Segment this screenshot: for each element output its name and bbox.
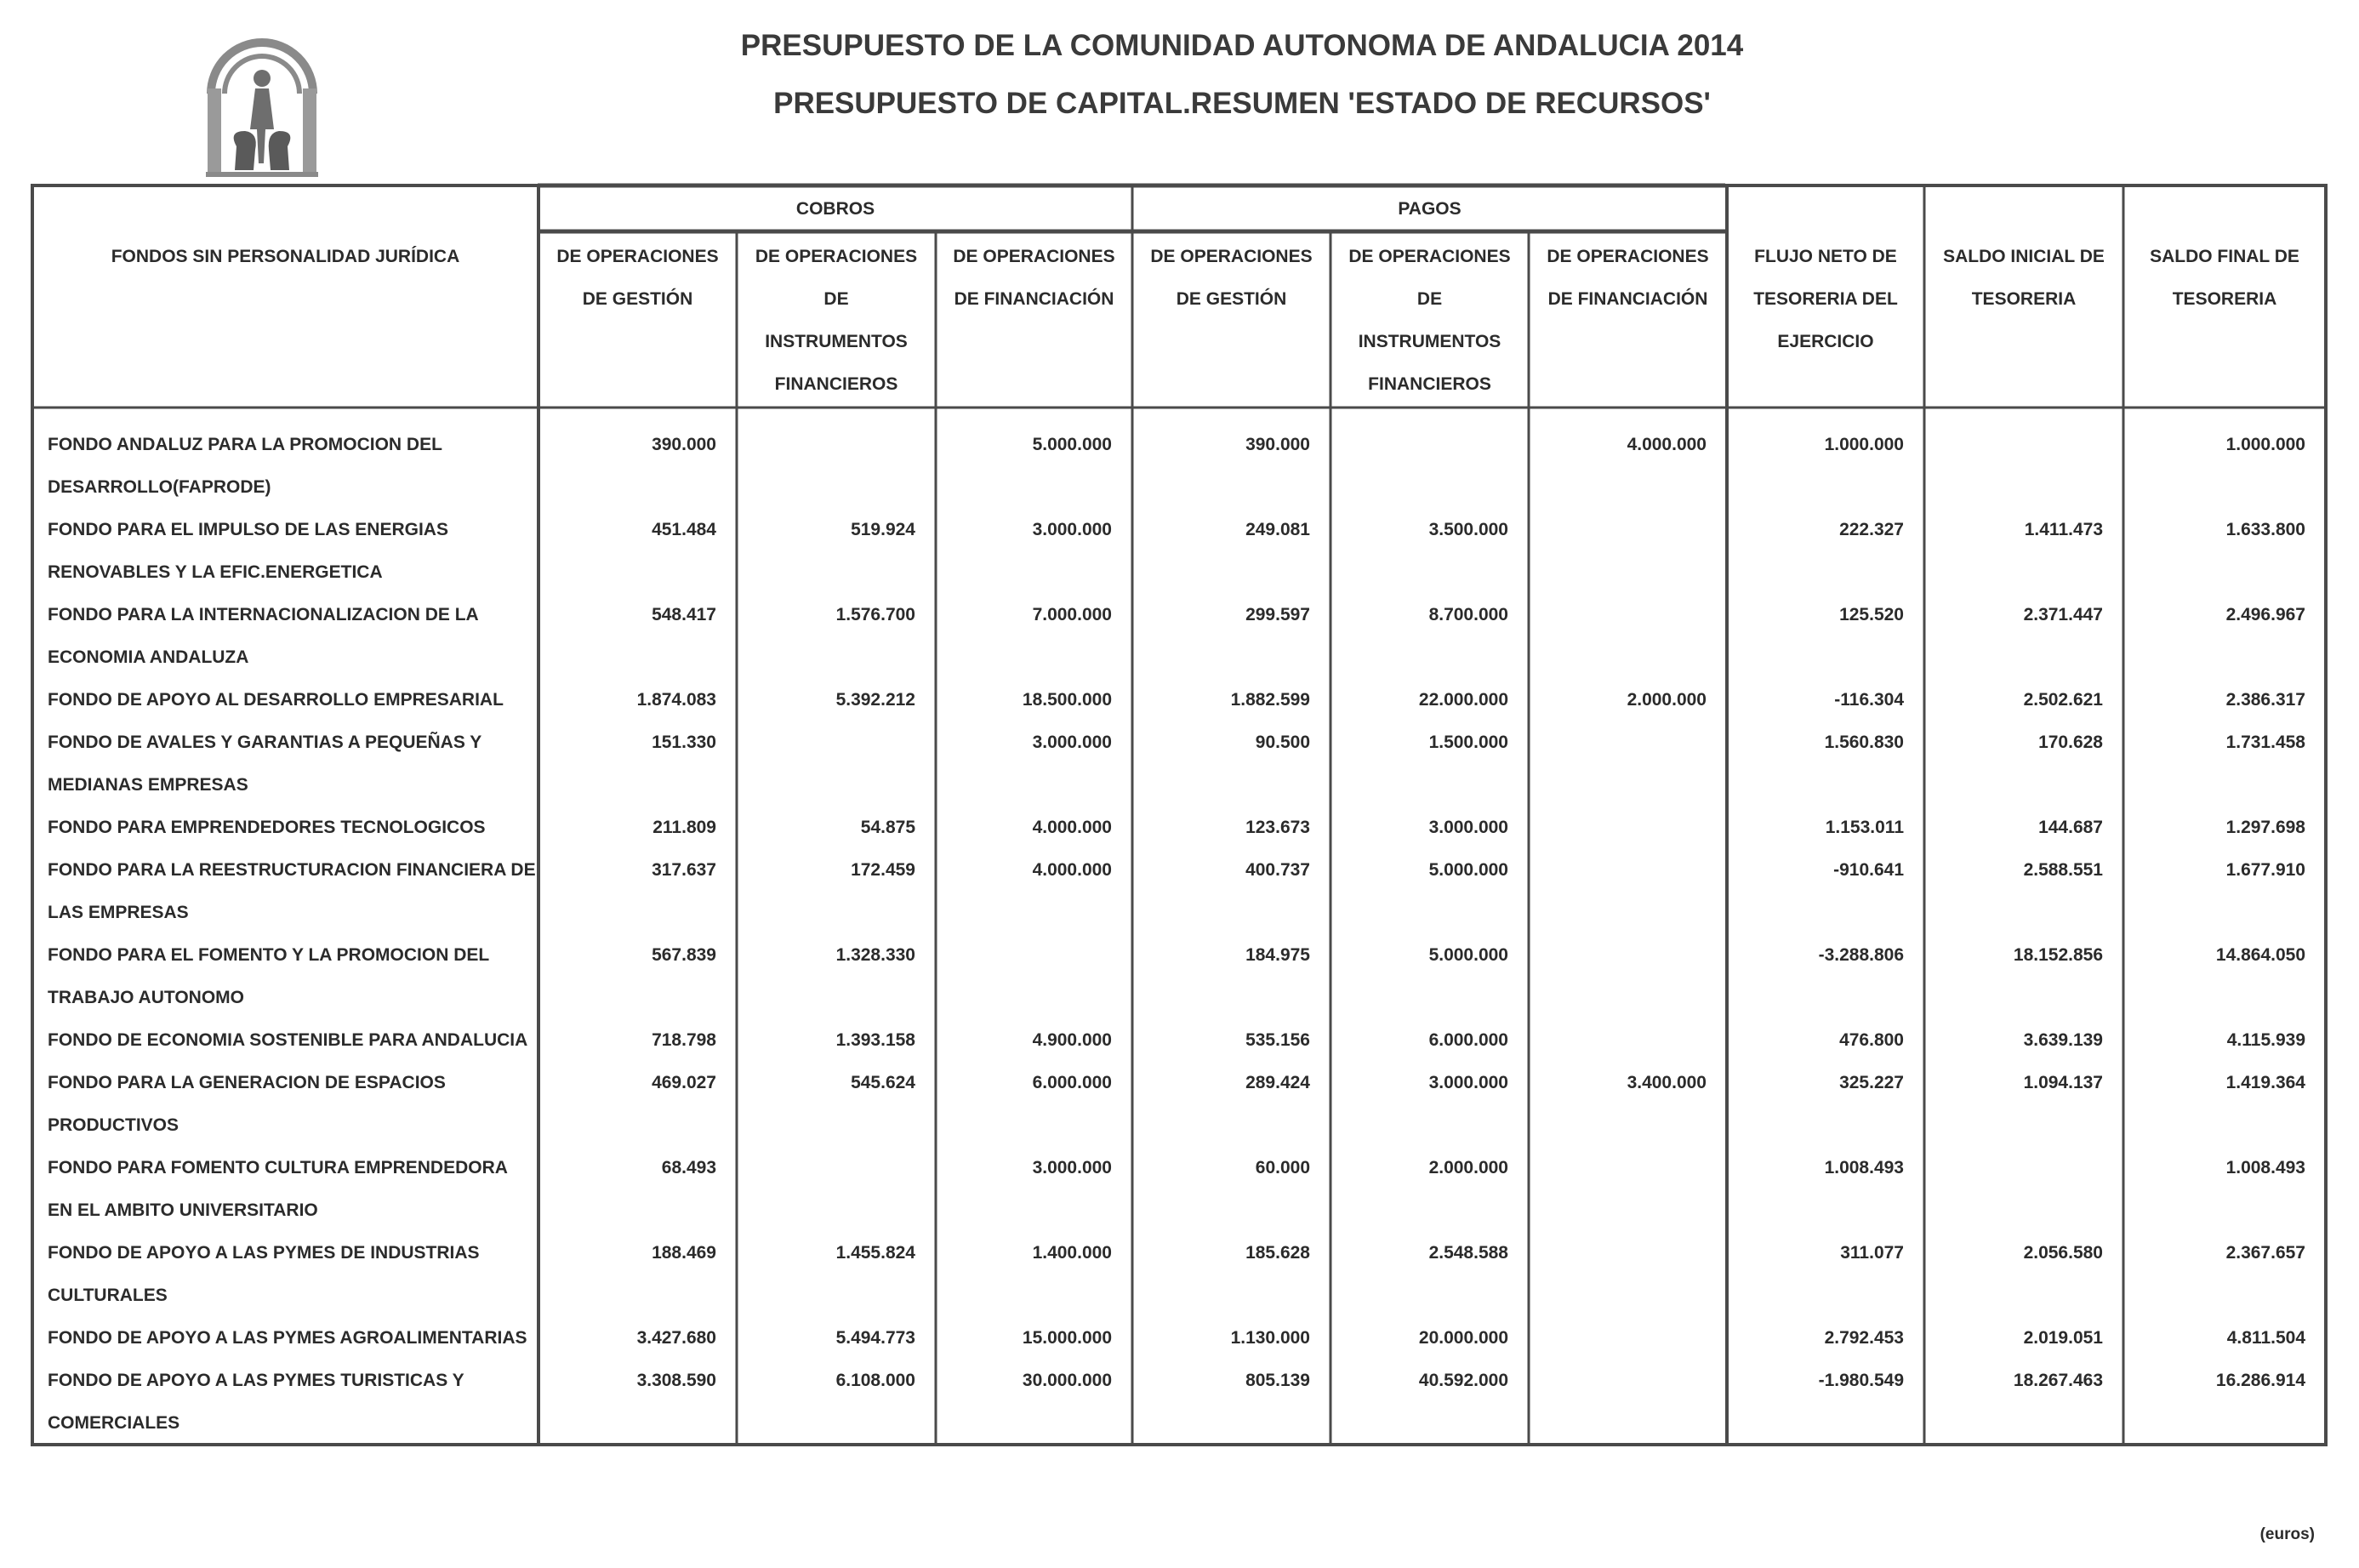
table-cell: 519.924	[851, 520, 915, 539]
table-cell: 4.000.000	[1032, 818, 1112, 837]
table-cell: 1.411.473	[2024, 520, 2103, 539]
table-cell: 3.400.000	[1627, 1073, 1707, 1092]
table-cell: 1.153.011	[1825, 818, 1904, 837]
column-header-1: DE OPERACIONES	[556, 247, 719, 266]
table-cell: 5.494.773	[835, 1328, 915, 1348]
table-cell: 1.094.137	[2023, 1073, 2103, 1092]
table-cell: 1.731.458	[2225, 733, 2305, 752]
table-cell: 1.500.000	[1428, 733, 1508, 752]
table-cell: 1.297.698	[2225, 818, 2305, 837]
table-cell: 299.597	[1245, 605, 1310, 624]
column-header-2: DE OPERACIONES	[755, 247, 918, 266]
table-cell: 3.500.000	[1428, 520, 1508, 539]
column-header-3: DE FINANCIACIÓN	[954, 289, 1114, 309]
table-cell: 22.000.000	[1418, 690, 1508, 710]
table-cell: 16.286.914	[2215, 1371, 2305, 1390]
table-cell: 249.081	[1245, 520, 1310, 539]
table-cell: 4.115.939	[2226, 1030, 2305, 1050]
table-cell: 1.393.158	[835, 1030, 915, 1050]
table-cell: 2.371.447	[2023, 605, 2103, 624]
junta-de-andalucia-logo	[202, 19, 322, 180]
table-cell: 18.152.856	[2013, 945, 2103, 965]
fund-name: MEDIANAS EMPRESAS	[48, 775, 248, 795]
column-header-5: INSTRUMENTOS	[1358, 332, 1501, 351]
table-cell: 2.367.657	[2225, 1243, 2305, 1263]
column-header-6: DE FINANCIACIÓN	[1547, 289, 1708, 309]
table-cell: 3.000.000	[1428, 818, 1508, 837]
document-subtitle: PRESUPUESTO DE CAPITAL.RESUMEN 'ESTADO DE RECURSOS'	[773, 87, 1711, 120]
table-cell: 144.687	[2038, 818, 2103, 837]
table-cell: 90.500	[1255, 733, 1310, 752]
table-cell: -1.980.549	[1818, 1371, 1904, 1390]
column-header-2: DE	[823, 289, 849, 309]
table-cell: 222.327	[1839, 520, 1904, 539]
table-cell: 3.000.000	[1032, 733, 1112, 752]
table-cell: 54.875	[860, 818, 915, 837]
table-cell: 2.548.588	[1428, 1243, 1508, 1263]
table-cell: 545.624	[851, 1073, 915, 1092]
table-cell: 317.637	[652, 860, 716, 880]
fund-name: FONDO PARA EMPRENDEDORES TECNOLOGICOS	[48, 818, 486, 837]
table-cell: 6.108.000	[835, 1371, 915, 1390]
fund-name: FONDO PARA EL IMPULSO DE LAS ENERGIAS	[48, 520, 448, 539]
column-header-9: TESORERIA	[2172, 289, 2277, 309]
fund-name: TRABAJO AUTONOMO	[48, 988, 244, 1007]
column-header-5: DE OPERACIONES	[1348, 247, 1511, 266]
table-cell: 15.000.000	[1022, 1328, 1112, 1348]
table-cell: 311.077	[1840, 1243, 1904, 1263]
table-cell: 211.809	[652, 818, 716, 837]
table-cell: 40.592.000	[1418, 1371, 1508, 1390]
fund-name: FONDO PARA EL FOMENTO Y LA PROMOCION DEL	[48, 945, 490, 965]
table-cell: 3.000.000	[1032, 520, 1112, 539]
fund-name: FONDO DE ECONOMIA SOSTENIBLE PARA ANDALUCIA	[48, 1030, 528, 1050]
column-header-2: FINANCIEROS	[774, 374, 898, 394]
table-cell: 5.000.000	[1428, 945, 1508, 965]
table-cell: 8.700.000	[1428, 605, 1508, 624]
table-cell: 5.000.000	[1032, 435, 1112, 454]
table-cell: 3.639.139	[2023, 1030, 2103, 1050]
table-cell: 469.027	[652, 1073, 716, 1092]
fund-name: COMERCIALES	[48, 1413, 180, 1433]
table-cell: 476.800	[1839, 1030, 1904, 1050]
table-cell: 1.000.000	[2225, 435, 2305, 454]
table-cell: 2.019.051	[2023, 1328, 2103, 1348]
column-header-6: DE OPERACIONES	[1547, 247, 1709, 266]
table-cell: 1.882.599	[1230, 690, 1310, 710]
fund-name: ECONOMIA ANDALUZA	[48, 647, 249, 667]
table-cell: 125.520	[1839, 605, 1904, 624]
column-header-5: DE	[1416, 289, 1443, 309]
table-cell: 3.427.680	[636, 1328, 716, 1348]
fund-name: FONDO PARA LA GENERACION DE ESPACIOS	[48, 1073, 446, 1092]
table-cell: 1.576.700	[835, 605, 915, 624]
table-cell: 1.000.000	[1824, 435, 1904, 454]
fund-name: FONDO DE APOYO AL DESARROLLO EMPRESARIAL	[48, 690, 504, 710]
table-cell: 6.000.000	[1428, 1030, 1508, 1050]
table-cell: 718.798	[652, 1030, 716, 1050]
fund-name: FONDO PARA FOMENTO CULTURA EMPRENDEDORA	[48, 1158, 508, 1177]
table-cell: 4.000.000	[1627, 435, 1707, 454]
column-header-1: DE GESTIÓN	[582, 289, 693, 309]
table-cell: 2.000.000	[1627, 690, 1707, 710]
table-cell: 1.633.800	[2225, 520, 2305, 539]
table-cell: 3.308.590	[636, 1371, 716, 1390]
table-cell: 1.874.083	[636, 690, 716, 710]
table-cell: 1.400.000	[1032, 1243, 1112, 1263]
document-title: PRESUPUESTO DE LA COMUNIDAD AUTONOMA DE ANDALUCIA 2014	[740, 29, 1744, 62]
table-cell: 2.000.000	[1428, 1158, 1508, 1177]
table-cell: 30.000.000	[1022, 1371, 1112, 1390]
table-cell: 4.900.000	[1032, 1030, 1112, 1050]
table-cell: 289.424	[1245, 1073, 1310, 1092]
table-cell: 2.588.551	[2023, 860, 2103, 880]
fund-name: FONDO ANDALUZ PARA LA PROMOCION DEL	[48, 435, 442, 454]
column-header-7: FLUJO NETO DE	[1754, 247, 1897, 266]
table-cell: 1.560.830	[1824, 733, 1904, 752]
table-cell: 535.156	[1245, 1030, 1310, 1050]
column-header-4: DE OPERACIONES	[1150, 247, 1313, 266]
table-cell: 1.130.000	[1230, 1328, 1310, 1348]
table-cell: 1.419.364	[2225, 1073, 2305, 1092]
fund-name: FONDO DE APOYO A LAS PYMES AGROALIMENTARIAS	[48, 1328, 527, 1348]
row-header-label: FONDOS SIN PERSONALIDAD JURÍDICA	[111, 247, 460, 266]
table-cell: 6.000.000	[1032, 1073, 1112, 1092]
cobros-group-header: COBROS	[795, 199, 875, 219]
column-header-8: TESORERIA	[1971, 289, 2077, 309]
column-header-4: DE GESTIÓN	[1176, 289, 1287, 309]
fund-name: FONDO DE APOYO A LAS PYMES DE INDUSTRIAS	[48, 1243, 480, 1263]
fund-name: FONDO DE AVALES Y GARANTIAS A PEQUEÑAS Y	[48, 733, 482, 752]
table-cell: 18.500.000	[1022, 690, 1112, 710]
table-cell: 151.330	[652, 733, 716, 752]
table-cell: 5.392.212	[835, 690, 915, 710]
table-cell: 1.008.493	[1824, 1158, 1904, 1177]
column-header-7: EJERCICIO	[1777, 332, 1874, 351]
pagos-group-header: PAGOS	[1398, 199, 1462, 219]
column-header-5: FINANCIEROS	[1368, 374, 1491, 394]
table-cell: 325.227	[1839, 1073, 1904, 1092]
table-cell: 567.839	[652, 945, 716, 965]
column-header-3: DE OPERACIONES	[953, 247, 1115, 266]
fund-name: RENOVABLES Y LA EFIC.ENERGETICA	[48, 562, 383, 582]
table-cell: 3.000.000	[1428, 1073, 1508, 1092]
table-cell: -910.641	[1833, 860, 1904, 880]
table-cell: 390.000	[1245, 435, 1310, 454]
table-cell: 60.000	[1255, 1158, 1310, 1177]
column-header-7: TESORERIA DEL	[1753, 289, 1898, 309]
table-cell: 400.737	[1245, 860, 1310, 880]
table-cell: 188.469	[652, 1243, 716, 1263]
table-cell: 1.677.910	[2225, 860, 2305, 880]
fund-name: DESARROLLO(FAPRODE)	[48, 477, 271, 497]
table-cell: 184.975	[1245, 945, 1310, 965]
table-cell: 68.493	[661, 1158, 716, 1177]
column-header-2: INSTRUMENTOS	[765, 332, 908, 351]
fund-name: FONDO DE APOYO A LAS PYMES TURISTICAS Y	[48, 1371, 464, 1390]
table-cell: 1.008.493	[2225, 1158, 2305, 1177]
table-cell: 4.811.504	[2226, 1328, 2305, 1348]
fund-name: PRODUCTIVOS	[48, 1115, 179, 1135]
table-cell: 2.502.621	[2023, 690, 2103, 710]
table-cell: 5.000.000	[1428, 860, 1508, 880]
table-cell: 20.000.000	[1418, 1328, 1508, 1348]
table-cell: 14.864.050	[2215, 945, 2305, 965]
column-header-9: SALDO FINAL DE	[2150, 247, 2299, 266]
table-cell: 805.139	[1245, 1371, 1310, 1390]
table-cell: 7.000.000	[1032, 605, 1112, 624]
table-cell: 170.628	[2038, 733, 2103, 752]
table-cell: 185.628	[1245, 1243, 1310, 1263]
column-header-8: SALDO INICIAL DE	[1943, 247, 2105, 266]
table-cell: 18.267.463	[2013, 1371, 2103, 1390]
fund-name: LAS EMPRESAS	[48, 903, 189, 922]
table-cell: 1.455.824	[835, 1243, 915, 1263]
table-cell: 3.000.000	[1032, 1158, 1112, 1177]
table-cell: -3.288.806	[1818, 945, 1904, 965]
fund-name: FONDO PARA LA INTERNACIONALIZACION DE LA	[48, 605, 479, 624]
table-cell: 4.000.000	[1032, 860, 1112, 880]
table-cell: 172.459	[851, 860, 915, 880]
fund-name: EN EL AMBITO UNIVERSITARIO	[48, 1200, 318, 1220]
table-cell: 2.496.967	[2225, 605, 2305, 624]
units-note: (euros)	[2259, 1525, 2315, 1543]
fund-name: FONDO PARA LA REESTRUCTURACION FINANCIERA DE	[48, 860, 536, 880]
table-cell: 2.386.317	[2225, 690, 2305, 710]
table-cell: 1.328.330	[835, 945, 915, 965]
table-cell: 2.792.453	[1824, 1328, 1904, 1348]
table-cell: 451.484	[652, 520, 716, 539]
table-cell: 123.673	[1245, 818, 1310, 837]
table-cell: -116.304	[1834, 690, 1904, 710]
table-cell: 2.056.580	[2023, 1243, 2103, 1263]
fund-name: CULTURALES	[48, 1286, 168, 1305]
table-cell: 548.417	[652, 605, 716, 624]
table-cell: 390.000	[652, 435, 716, 454]
